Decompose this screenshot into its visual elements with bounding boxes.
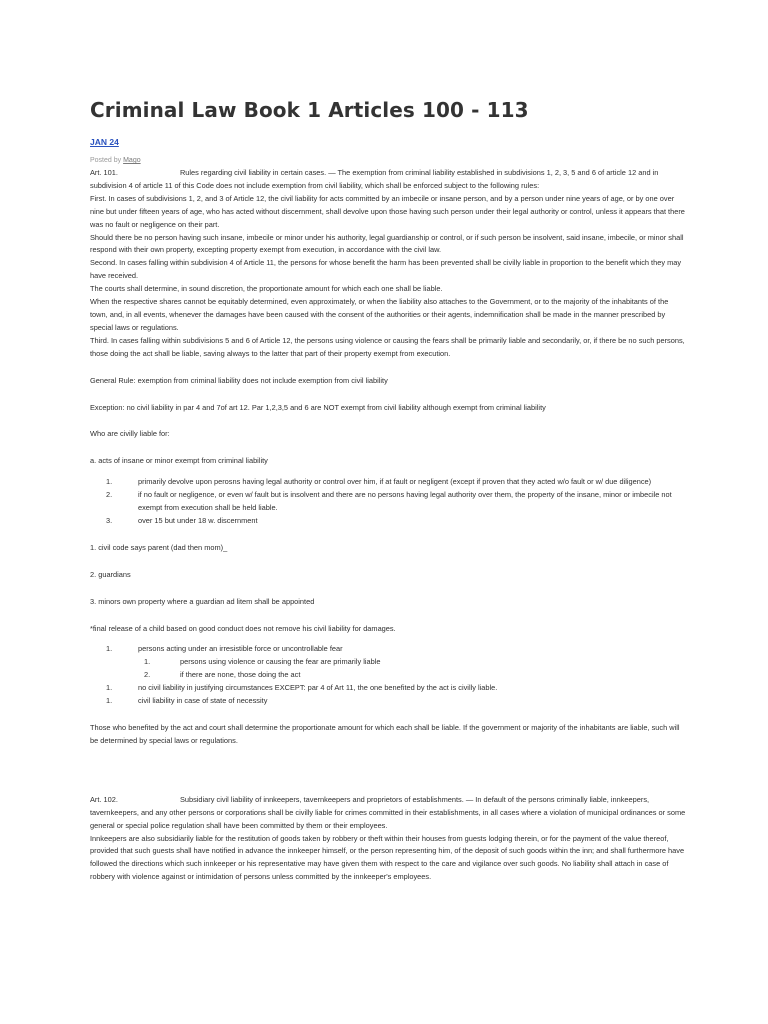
list-number: 1. <box>106 644 113 654</box>
list-item <box>90 489 686 515</box>
art102-text: Subsidiary civil liability of innkeepers, tavernkeepers and proprietors of establishments. — In default of the persons criminally liable, innkeepers, tavernkeepers, and any other persons or corporations shall be civilly liable for crimes committed in their establishments, in all cases where a violation of municipal ordinances or some general or special police regulation shall have been committed by them or their employees. <box>90 794 686 830</box>
list-text: no civil liability in justifying circumstances EXCEPT: par 4 of Art 11, the one benefited by the act is civilly liable. <box>138 683 498 693</box>
list-text: over 15 but under 18 w. discernment <box>138 515 258 525</box>
list-number: 1. <box>144 657 151 667</box>
list-text: primarily devolve upon perosns having legal authority or control over him, if at fault or negligent (except if proven that they acted w/o fault or w/ due diligence) <box>138 477 652 487</box>
list-item <box>90 695 686 708</box>
list-number: 3. <box>106 515 113 525</box>
who-liable-heading: Who are civilly liable for: <box>90 429 170 439</box>
art101-label: Art. 101. <box>90 168 118 177</box>
exception-text: Exception: no civil liability in par 4 and 7of art 12. Par 1,2,3,5 and 6 are NOT exempt from civil liability although exempt from criminal liability <box>90 402 546 412</box>
final-release-note: *final release of a child based on good conduct does not remove his civil liability for damages. <box>90 623 396 633</box>
guardians-item: 2. guardians <box>90 569 131 579</box>
list-text: if no fault or negligence, or even w/ fault but is insolvent and there are no persons having legal authority over them, the property of the insane, minor or imbecile not exempt from execution shall be held liable. <box>138 490 672 513</box>
list-number: 1. <box>106 683 113 693</box>
art101-second: Second. In cases falling within subdivision 4 of Article 11, the persons for whose benefit the harm has been prevented shall be civilly liable in proportion to the benefit which they may have received. <box>90 258 682 281</box>
art101-courts: The courts shall determine, in sound discretion, the proportionate amount for which each one shall be liable. <box>90 284 443 294</box>
list-item <box>90 476 686 489</box>
list-item <box>90 643 686 656</box>
page-title: Criminal Law Book 1 Articles 100 - 113 <box>90 98 529 122</box>
art101-third: Third. In cases falling within subdivisions 5 and 6 of Article 12, the persons using violence or causing the fears shall be primarily liable and secondarily, or, if there be no such persons, those doing the act shall be liable, saving always to the latter that part of their property exempt from execution. <box>90 335 685 358</box>
article-body <box>90 167 686 884</box>
list-number: 2. <box>106 490 113 500</box>
list-number: 2. <box>144 670 151 680</box>
posted-by-line <box>90 157 141 164</box>
sub-list-item <box>90 656 686 669</box>
circumstances-list <box>90 643 686 708</box>
minors-property-item: 3. minors own property where a guardian ad litem shall be appointed <box>90 596 315 606</box>
date-link[interactable]: JAN 24 <box>90 137 119 147</box>
art101-paragraph <box>90 167 686 193</box>
list-text: persons using violence or causing the fear are primarily liable <box>180 657 381 667</box>
art102-innkeepers: Innkeepers are also subsidiarily liable for the restitution of goods taken by robbery or theft within their houses from guests lodging therein, or for the payment of the value thereof, provided that such guests shall have notified in advance the innkeeper himself, or the person representing him, of the deposit of such goods within the inn; and shall furthermore have followed the directions which such innkeeper or his representative may have given them with respect to the care and vigilance over such goods. No liability shall attach in case of robbery with violence against or intimidation of persons unless committed by the innkeeper's employees. <box>90 833 685 882</box>
general-rule: General Rule: exemption from criminal liability does not include exemption from civil liability <box>90 375 388 385</box>
art102-paragraph <box>90 794 686 833</box>
art101-first: First. In cases of subdivisions 1, 2, and 3 of Article 12, the civil liability for acts committed by an imbecile or insane person, and by a person under nine years of age, or by one over nine but under fifteen years of age, who has acted without discernment, shall devolve upon those having such person under their legal authority or control, unless it appears that there was no fault or negligence on their part. <box>90 193 685 229</box>
civil-code-item: 1. civil code says parent (dad then mom)_ <box>90 542 228 552</box>
posted-by-label: Posted by <box>90 157 122 164</box>
list-item <box>90 682 686 695</box>
those-benefited-paragraph: Those who benefited by the act and court shall determine the proportionate amount for which each shall be liable. If the government or majority of the inhabitants are liable, such will be determined by special laws or regulations. <box>90 723 680 745</box>
author-link[interactable]: Mago <box>123 157 141 164</box>
acts-insane-heading: a. acts of insane or minor exempt from criminal liability <box>90 456 268 466</box>
list-number: 1. <box>106 696 113 706</box>
list-text: if there are none, those doing the act <box>180 670 301 680</box>
liability-list <box>90 476 686 528</box>
art101-text: Rules regarding civil liability in certain cases. — The exemption from criminal liability established in subdivisions 1, 2, 3, 5 and 6 of article 12 and in subdivision 4 of article 11 of this Code does not include exemption from civil liability, which shall be enforced subject to the following rules: <box>90 168 659 190</box>
art101-should: Should there be no person having such insane, imbecile or minor under his authority, legal guardianship or control, or if such person be insolvent, said insane, imbecile, or minor shall respond with their own property, excepting property exempt from execution, in accordance with the civil law. <box>90 232 684 255</box>
list-text: civil liability in case of state of necessity <box>138 696 268 706</box>
sub-list-item <box>90 669 686 682</box>
art102-label: Art. 102. <box>90 794 118 804</box>
art101-when: When the respective shares cannot be equitably determined, even approximately, or when the liability also attaches to the Government, or to the majority of the inhabitants of the town, and, in all events, whenever the damages have been caused with the consent of the authorities or their agents, indemnification shall be made in the manner prescribed by special laws or regulations. <box>90 297 669 332</box>
list-number: 1. <box>106 477 113 487</box>
list-item <box>90 515 686 528</box>
list-text: persons acting under an irresistible force or uncontrollable fear <box>138 644 343 654</box>
